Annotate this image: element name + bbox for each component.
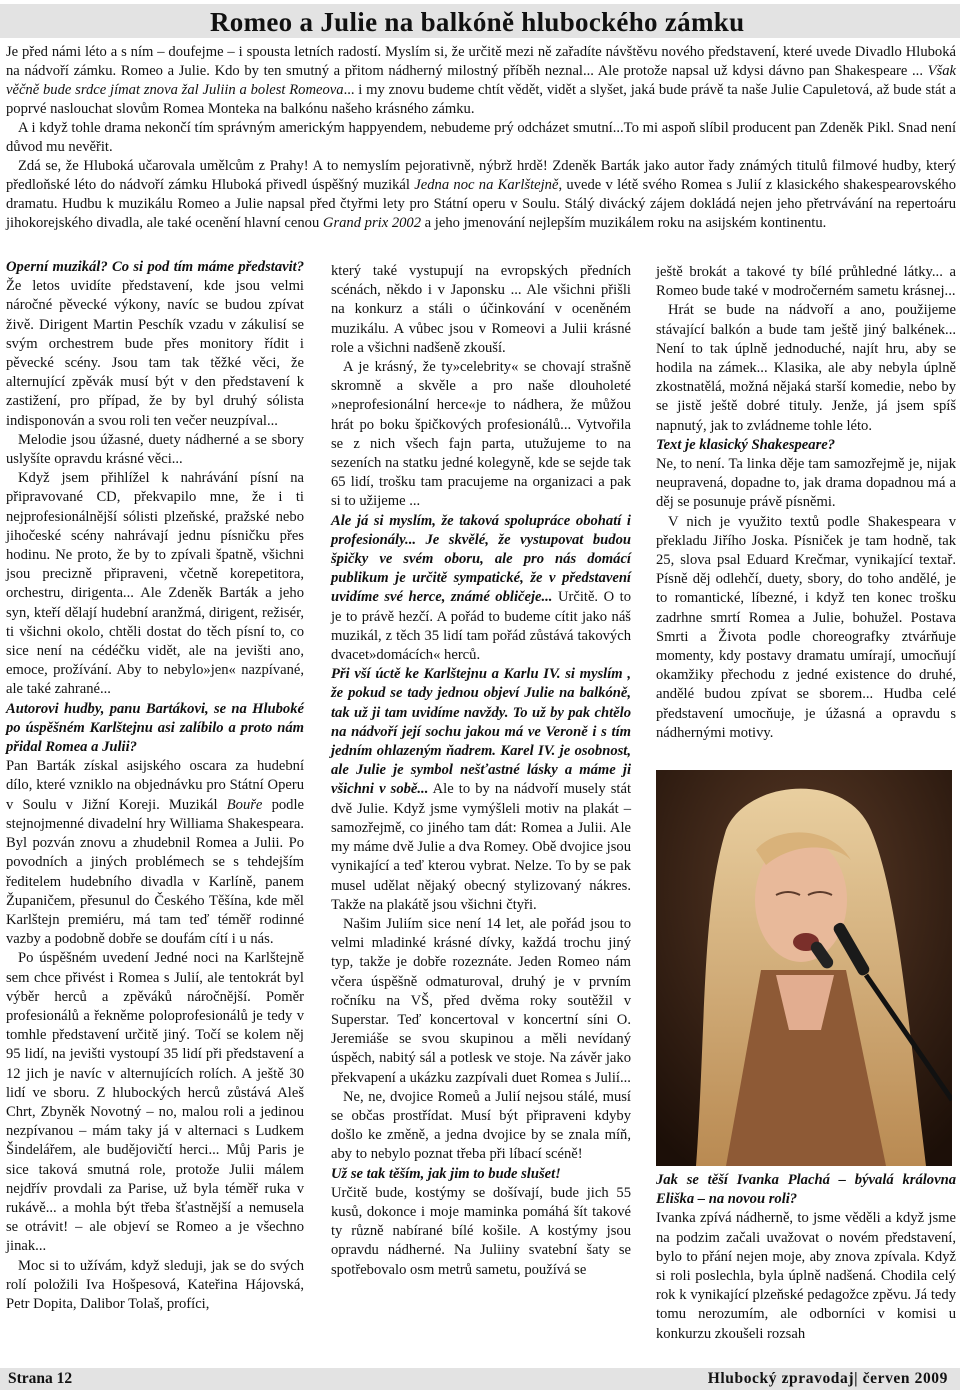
photo-caption [656,1171,956,1344]
intro-quote: Však věčně bude srdce jímat znova žal Juliin a bolest Romeova [6,63,956,98]
question: Autorovi hudby, panu Bartákovi, se na Hluboké po úspěšném Karlštejnu asi zalíbilo a proto nám přidal Romea a Julii? [6,700,304,756]
caption-text: Ivanka zpívá nádherně, to jsme věděli a když jsme na podzim začali uvažovat o novém představení, bylo to přání nejen moje, aby znova zpívala. Když si roli poslechla, byla úplně nadšená. Chodila celý rok k vynikající plzeňské pedagožce zpěvu. Já tedy tomu nerozumím, ale odborníci v komisi u konkurzu zkoušeli rozsah [656,1210,956,1342]
column-1 [6,258,304,1314]
question-answer [331,512,631,666]
paragraph: V nich je využito textů podle Shakespeara v překladu Jiřího Joska. Písniček je tam hodně, tak 25, slova psal Eduard Krečmar, vynikající textař. Písně děj odlehčí, duety, sbory, do toho andělé, je to romantické, líbezné, i když ten konec trošku zadrhne smrtí Romea a Julie, bohužel. Postava Smrti a Života podle choreografky ztvárňuje momenty, kdy postavy dramatu umírají, umocňují okamžiky přechodu z jedné existence do druhé, andělé budou zpívat se sborem... Hudba celé představení umocňuje, je úžasná a opravdu s nádhernými motivy. [656,513,956,741]
answer: Určitě. O to je to právě hezčí. A pořád to budeme cítit jako náš muzikál, z těch 35 lidí tam pořád zůstává takových dvacet»domácích« herců. [331,589,631,664]
work-title: Bouře [226,796,263,813]
intro-text: Je před námi léto a s ním – doufejme – i spousta letních radostí. Myslím si, že určitě mezi ně zařadíte návštěvu nového představení, které uvede Divadlo Hluboká na nádvoří zámku. Romeo a Julie. Kdo by ten smutný a přitom nádherný milostný příběh neznal... Ale protože napsal už kdysi dávno pan Shakespeare ... [6,44,956,79]
paragraph: Po úspěšném uvedení Jedné noci na Karlštejně sem chce přivést i Romea s Julií, ale tentokrát byl výběr herců a zpěváků náročnější. Poměr profesionálů a řekněme poloprofesionálů je tedy v tomhle představení určitě jiný. Točí se kolem něj 95 lidí, na jevišti vystoupí 35 lidí při představení a 12 jich je navíc v alternujících rolích. A ještě 30 lidí ve sboru. Z hlubockých herců zůstává Aleš Chrt, Zbyněk Novotný – no, malou roli a jedinou nezpívanou – mám taky já v alternaci s Ludkem Šindelářem, ale budějovičtí herci... Můj Paris je sice taková smutná role, protože Julii málem nejdřív provdali za Parise, už byla téměř ruka v rukávě... a mohla být třeba šťastnější a nemusela se otrávit! – ale objeví se Romeo a je všechno jinak... [6,950,304,1255]
answer: Určitě bude, kostýmy se došívají, bude jich 55 kusů, dokonce i moje maminka pomáhá šít takové ty různě nabírané bílé košile. A kostýmy jsou opravdu nádherné. Na Juliiny svatební šaty se spotřebovalo osm metrů sametu, používá se [331,1184,631,1278]
article-title: Romeo a Julie na balkóně hlubockého zámku [210,7,745,37]
paragraph: Když jsem přihlížel k nahrávání písní na připravované CD, překvapilo mne, že i ti nejprofesionálnější sólisti plzeňské, pražské nebo jihočeské scény nahrávají jednu písničku přes hodinu. Ne proto, že by to zpívali špatně, všichni jsou precizně připraveni, včetně korepetitora, orchestru, dirigenta... Ale Zdeněk Barták a jeho syn, kteří dělají hudební aranžmá, dirigent, režisér, ti všichni okolo, chtěli dostat do těch písní to, co sice není na cédéčku vidět, ale na jevišti ano, emoce, prožívání. Aby to nebylo»jen« nazpívané, ale také zahrané... [6,470,304,698]
intro-paragraph-1 [6,43,956,119]
paragraph: Ne, ne, dvojice Romeů a Julií nejsou stálé, musí se občas prostřídat. Musí být připraveni kdyby došlo ke změně, a jedna dvojice by se znala míň, aby to nebylo poznat třeba při líbací scéně! [331,1088,631,1163]
answer: Ne, to není. Ta linka děje tam samozřejmě je, nijak neupravená, dopadne to, jak drama dopadnou má a děj se posunuje právě písněmi. [656,456,956,511]
paragraph: ještě brokát a takové ty bílé průhledné látky... a Romeo bude také v modročerném sametu krásnej... [656,264,956,300]
footer [0,1368,960,1390]
column-2 [331,262,631,1280]
title-bar [0,4,960,38]
intro [6,43,956,233]
question: Ale já si myslím, že taková spolupráce obohatí i profesionály... Je skvělé, že vystupovat budou špičky ve svém oboru, ale pro nás domácí publikum je určitě sympatické, že v představení uvidíme své herce, známé obličeje... [331,512,631,606]
paragraph: který také vystupují na evropských předních scénách, někdo i v Japonsku ... Ale všichni přišli na konkurz a stáli o účinkování v oceněném muzikálu. A vůbec jsou v Romeovi a Julii krásné role a všichni nadšeně zkouší. [331,263,631,356]
intro-text: , uvede v létě svého Romea s Julií z klasického shakespearovského dramatu. Hudbu k muzikálu Romeo a Julie napsal před čtyřmi lety pro Státní operu v Soulu. Stálý divácký zájem dokládá nejen jeho přetrvávání na repertoáru jihokorejského divadla, ale také ocenění hlavní cenou [6,177,956,231]
prize-name: Grand prix 2002 [322,215,422,231]
work-title: Jedna noc na Karlštejně [414,177,559,193]
answer [6,757,304,949]
paragraph: Hrát se bude na nádvoří a ano, použijeme stávající balkón a bude tam ještě jiný balkének... Není to tak úplně jednoduché, najít hru, aby se hodila na zámek... Klasika, ale aby nebyla úplně zkostnatělá, možná nějaká starší komedie, nebo by se jistě ještě dobré tituly. Jenže, já jsem spíš napnutý, jak to zvládneme tohle léto. [656,302,956,434]
question-answer [6,258,304,431]
intro-paragraph-2: A i když tohle drama nekončí tím správným americkým happyendem, nebudeme prý odcházet smutní...To mi aspoň slíbil producent pan Zdeněk Pikl. Snad není důvod mu nevěřit. [6,120,956,155]
intro-text: a jeho jmenování nejlepším muzikálem roku na asijském kontinentu. [421,215,827,231]
intro-paragraph-3 [6,157,956,233]
paragraph: Moc si to užívám, když sleduji, jak se do svých rolí položili Iva Hošpesová, Kateřina Hájovská, Petr Dopita, Dalibor Tolaš, profíci, [6,1257,304,1312]
question: Už se tak těším, jak jim to bude slušet! [331,1165,561,1182]
publication-name: Hlubocký zpravodaj| červen 2009 [707,1370,948,1387]
paragraph: Našim Juliím sice není 14 let, ale pořád jsou to velmi mladinké krásné dívky, každá trochu jiný typ, takže je dobře rozeznáte. Jeden Romeo nám včera úspěšně odmaturoval, druhý je v prvním ročníku na VŠ, před dvěma roky soutěžil v Superstar. Teď koncertoval v koncertní síni O. Jeremiáše se svou skupinou a měli nevídaný úspěch, nabitý sál a potlesk ve stoje. Na závěr jako překvapení a ukázku zazpívali duet Romea s Julií... [331,915,631,1086]
intro-text: ... i my znovu budeme chtít vědět, vidět a slyšet, jaká bude právě ta naše Julie Capuletová, až bude stát a poprvé naslouchat slovům Romea Monteka na balkónu našeho krásného zámku. [6,82,956,117]
singer-photo [656,770,952,1166]
answer: Ale to by na nádvoří musely stát dvě Julie. Když jsme vymýšleli motiv na plakát – samozřejmě, co jiného tam dát: Romea a Julii. Ale my máme dvě Julie a dva Romey. Obě dvojice jsou vynikající a teď kterou vybrat. Nelze. To by se pak musel udělat nějaký obecný stylizovaný nákres. Takže na plakátě jsou všichni čtyři. [331,781,631,913]
answer-text: podle stejnojmenné divadelní hry Williama Shakespeara. Byl pozván znovu a zhudebnil Romea a Julii. Po povodních a jiných problémech se s tehdejším ředitelem hudebního divadla v Karlíně, panem Županičem, přesunul do Českého Těšína, kde měl Karlštejn premiéru, má tam teď téměř rodinné vazby a podobně dobře se doufám cítí i u nás. [6,796,304,948]
question: Operní muzikál? Co si pod tím máme představit? [6,259,304,275]
question: Při vší úctě ke Karlštejnu a Karlu IV. si myslím , že pokud se tady jednou objeví Julie na balkóně, tak už ji tam uvidíme navždy. To už by pak chtělo na nádvoří její sochu jakou má ve Veroně i s tím jedním ohlazeným ňadrem. Karel IV. je osobnost, ale Julie je symbol nešťastné lásky a máme ji všichni v sobě... [331,666,631,798]
paragraph: Melodie jsou úžasné, duety nádherné a se sbory uslyšíte opravdu krásné věci... [6,431,304,468]
caption-title: Jak se těší Ivanka Plachá – bývalá královna Eliška – na novou roli? [656,1172,956,1208]
answer-text: Pan Barták získal asijského oscara za hudební dílo, které vzniklo na objednávku pro Státní Operu v Soulu v Jižní Koreji. Muzikál [6,758,304,813]
answer: Že letos uvidíte představení, kde jsou velmi náročné pěvecké výkony, navíc se budou zpívat živě. Dirigent Martin Peschík vzadu v zákulisí se svým orchestrem bude přes monitory řídit i pěvecké scény. Jsou tam tak těžké věci, že alternující zpěvák musí být v den představení k zastižení, pro případ, že by byl druhý sólista indisponován a svou roli ten večer neuzpíval... [6,278,304,429]
paragraph: A je krásný, že ty»celebrity« se chovají strašně skromně a skvěle a pro naše dlouholeté »neprofesionální herce«je to nádhera, že můžou hrát po boku špičkových profesionálů... Vytvořila se z nich všech fajn parta, utužujeme to na sezeních na statku jedné kolegyně, kde se sejde tak 65 lidí, trošku tam pracujeme na organizaci a pak si to užijeme ... [331,359,631,510]
page-number: Strana 12 [8,1370,73,1387]
question-answer [331,665,631,915]
question: Text je klasický Shakespeare? [656,436,836,453]
intro-text: Zdá se, že Hluboká učarovala umělcům z Prahy! A to nemyslím pejorativně, nýbrž hrdě! Zdeněk Barták jako autor řady známých titulů filmové hudby, který předloňské léto do nádvoří zámku Hluboká přivedl úspěšný muzikál [6,158,956,193]
column-3 [656,263,956,743]
singer-illustration [656,770,952,1166]
